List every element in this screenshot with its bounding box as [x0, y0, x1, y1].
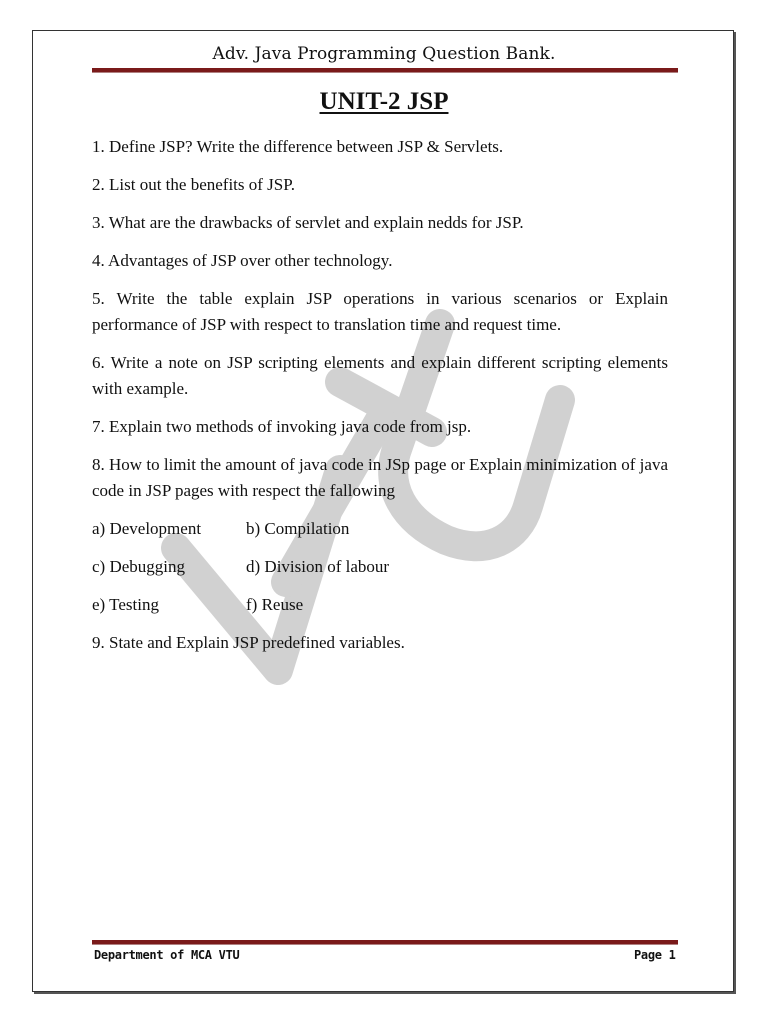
question-4: 4. Advantages of JSP over other technology.	[92, 251, 393, 270]
option-row	[92, 554, 668, 580]
unit-title: UNIT-2 JSP	[319, 88, 449, 115]
question-5: 5. Write the table explain JSP operations in various scenarios or Explain performance of JSP with respect to translation time and request time.	[92, 289, 668, 334]
option-row	[92, 516, 668, 542]
header-rule	[92, 68, 678, 73]
footer-rule	[92, 940, 678, 945]
question-2: 2. List out the benefits of JSP.	[92, 175, 296, 194]
option-e: e) Testing	[92, 595, 159, 614]
question-list	[92, 134, 668, 668]
option-a: a) Development	[92, 519, 202, 538]
question-9: 9. State and Explain JSP predefined variables.	[92, 633, 405, 652]
option-b: b) Compilation	[246, 519, 350, 538]
option-c: c) Debugging	[92, 557, 186, 576]
option-f: f) Reuse	[246, 595, 304, 614]
document-header-title: Adv. Java Programming Question Bank.	[212, 44, 556, 64]
question-6: 6. Write a note on JSP scripting elements and explain different scripting elements with example.	[92, 353, 668, 398]
footer-page-number: Page 1	[634, 948, 676, 962]
option-d: d) Division of labour	[246, 557, 390, 576]
option-row	[92, 592, 668, 618]
question-1: 1. Define JSP? Write the difference between JSP & Servlets.	[92, 137, 504, 156]
question-7: 7. Explain two methods of invoking java code from jsp.	[92, 417, 472, 436]
question-8: 8. How to limit the amount of java code in JSp page or Explain minimization of java code in JSP pages with respect the fallowing	[92, 455, 668, 500]
footer-department: Department of MCA VTU	[94, 948, 240, 962]
question-3: 3. What are the drawbacks of servlet and explain nedds for JSP.	[92, 213, 524, 232]
